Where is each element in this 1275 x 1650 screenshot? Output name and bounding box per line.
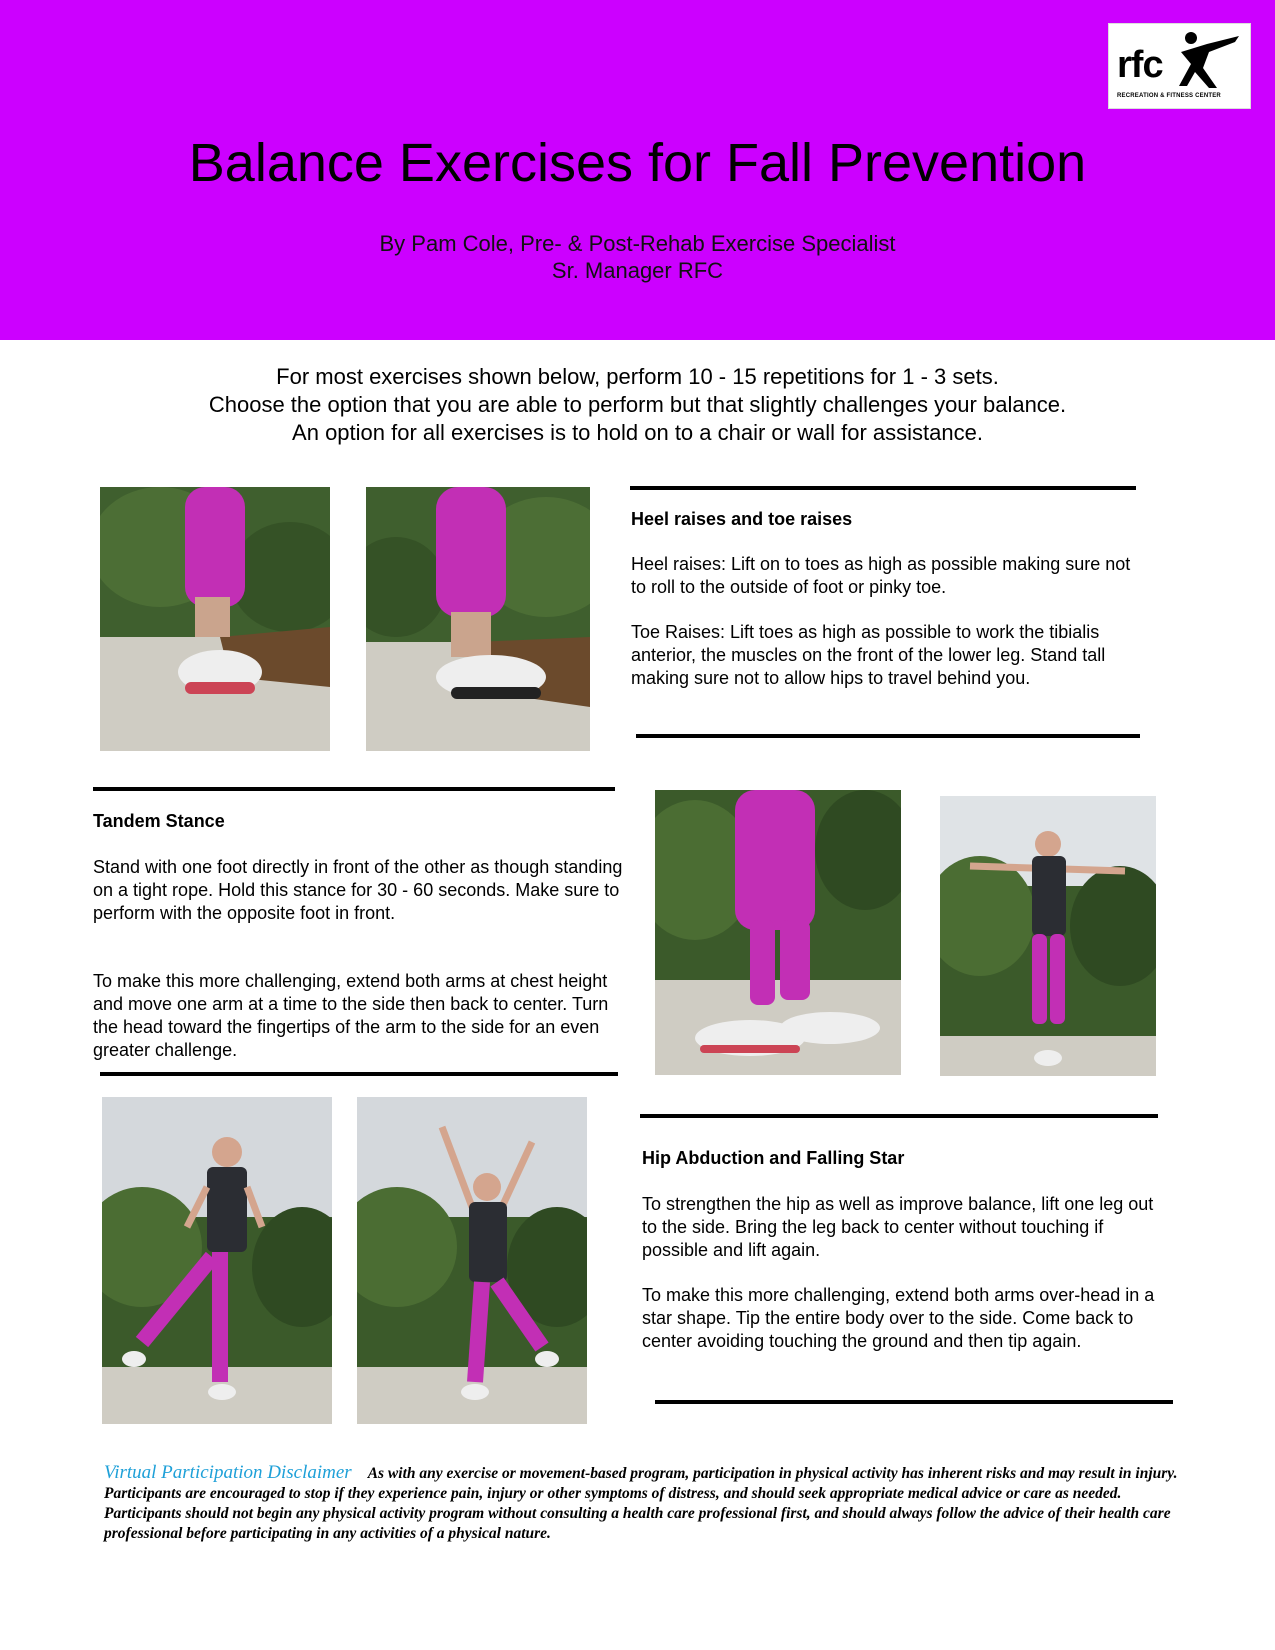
- hip-text-1: To strengthen the hip as well as improve balance, lift one leg out to the side. Bring the leg back to center without touching if possible and lift again.: [642, 1194, 1154, 1260]
- section-title-heel: Heel raises and toe raises: [631, 509, 853, 529]
- disclaimer: [104, 1463, 1179, 1544]
- logo-tagline: RECREATION & FITNESS CENTER: [1117, 93, 1221, 99]
- rfc-logo: [1108, 23, 1251, 109]
- divider: [93, 787, 615, 791]
- logo-text: rfc: [1117, 44, 1163, 86]
- heel-raise-photo: [100, 487, 330, 751]
- divider: [636, 734, 1140, 738]
- hip-abduction-photo: [102, 1097, 332, 1424]
- tandem-text-1: Stand with one foot directly in front of the other as though standing on a tight rope. Hold this stance for 30 - 60 seconds. Make sure to perform with the opposite foot in front.: [93, 857, 623, 923]
- toe-raise-text: Toe Raises: Lift toes as high as possible to work the tibialis anterior, the muscles on the front of the lower leg. Stand tall making sure not to allow hips to travel behind you.: [631, 622, 1106, 688]
- intro-text: [0, 363, 1275, 447]
- hip-text-2: To make this more challenging, extend both arms over-head in a star shape. Tip the entire body over to the side. Come back to center avoiding touching the ground and then tip again.: [642, 1285, 1155, 1351]
- page-title: Balance Exercises for Fall Prevention: [188, 133, 1087, 193]
- falling-star-photo: [357, 1097, 587, 1424]
- tandem-stance-photo: [655, 790, 901, 1075]
- runner-icon: [1177, 28, 1245, 92]
- section-title-hip: Hip Abduction and Falling Star: [642, 1148, 905, 1168]
- disclaimer-label: Virtual Participation Disclaimer: [104, 1462, 352, 1483]
- intro-line: An option for all exercises is to hold on to a chair or wall for assistance.: [292, 420, 983, 445]
- intro-line: For most exercises shown below, perform 10 - 15 repetitions for 1 - 3 sets.: [276, 364, 999, 389]
- tandem-text-2: To make this more challenging, extend both arms at chest height and move one arm at a time to the side then back to center. Turn the head toward the fingertips of the arm to the side for an even greater challenge.: [93, 971, 609, 1060]
- divider: [655, 1400, 1173, 1404]
- byline-role: Sr. Manager RFC: [551, 258, 724, 283]
- header-banner: [0, 0, 1275, 340]
- divider: [640, 1114, 1158, 1118]
- byline: [0, 230, 1275, 284]
- divider: [630, 486, 1136, 490]
- tandem-arms-photo: [940, 796, 1156, 1076]
- toe-raise-photo: [366, 487, 590, 751]
- disclaimer-text: As with any exercise or movement-based program, participation in physical activity has inherent risks and may result in injury. Participants are encouraged to stop if they experience pain, injury or other symptoms of distress, and should seek appropriate medical advice or care as needed. Participants should not begin any physical activity program without consulting a health care professional first, and should always follow the advice of their health care professional before participating in any activities of a physical nature.: [104, 1465, 1178, 1542]
- heel-raise-text: Heel raises: Lift on to toes as high as possible making sure not to roll to the outside of foot or pinky toe.: [631, 554, 1131, 597]
- section-title-tandem: Tandem Stance: [93, 811, 225, 831]
- divider: [100, 1072, 618, 1076]
- intro-line: Choose the option that you are able to perform but that slightly challenges your balance.: [208, 392, 1067, 417]
- byline-author: By Pam Cole, Pre- & Post-Rehab Exercise Specialist: [379, 231, 896, 256]
